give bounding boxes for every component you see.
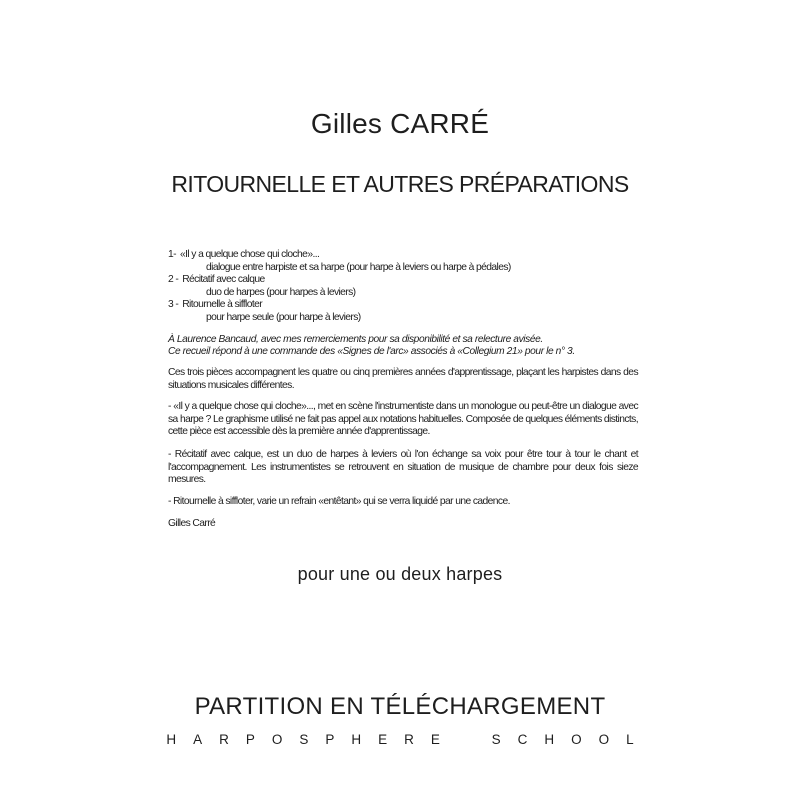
piece-item [168, 299, 638, 324]
piece-title-line [168, 274, 638, 287]
piece-title: Récitatif avec calque [182, 274, 265, 286]
piece-number: 3 - [168, 299, 179, 311]
piece-item [168, 274, 638, 299]
piece-number: 1- [168, 249, 176, 260]
paragraph-ritournelle: - Ritournelle à siffloter, varie un refrain «entêtant» qui se verra liquidé par une cadence. [168, 496, 510, 507]
piece-title-line [168, 299, 638, 312]
dedication-block [168, 334, 638, 359]
piece-title-line [168, 249, 638, 262]
piece-detail: pour harpe seule (pour harpe à leviers) [206, 311, 361, 323]
dedication-line-2: Ce recueil répond à une commande des «Signes de l'arc» associés à «Collegium 21» pour le n° 3. [168, 346, 575, 358]
piece-number: 2 - [168, 274, 179, 286]
piece-title: Ritournelle à siffloter [182, 299, 263, 311]
piece-item [168, 249, 638, 274]
collection-title: RITOURNELLE ET AUTRES PRÉPARATIONS [171, 171, 629, 197]
signature: Gilles Carré [168, 518, 216, 529]
paragraph-intro: Ces trois pièces accompagnent les quatre ou cinq premières années d'apprentissage, plaçant les harpistes dans des situations musicales différentes. [168, 367, 638, 391]
piece-title: «Il y a quelque chose qui cloche»... [179, 249, 320, 260]
piece-detail: dialogue entre harpiste et sa harpe (pour harpe à leviers ou harpe à pédales) [206, 261, 511, 273]
school-brand-wordmark: HARPOSPHERE SCHOOL [166, 732, 651, 747]
instrumentation-note: pour une ou deux harpes [297, 564, 503, 584]
dedication-line-1: À Laurence Bancaud, avec mes remerciements pour sa disponibilité et sa relecture avisée. [168, 334, 543, 345]
composer-name: Gilles CARRÉ [310, 108, 490, 139]
pieces-list [168, 249, 638, 325]
download-notice: PARTITION EN TÉLÉCHARGEMENT [194, 693, 606, 720]
paragraph-recitatif: - Récitatif avec calque, est un duo de harpes à leviers où l'on échange sa voix pour être tour à tour le chant et l'accompagnement. Les instrumentistes se retrouvent en situation de musique de chambre pour deux fois sieze mesures. [168, 449, 638, 486]
paragraph-cloche: - «Il y a quelque chose qui cloche»..., met en scène l'instrumentiste dans un monologue ou peut-être un dialogue avec sa harpe ? Le graphisme utilisé ne fait pas appel aux notations habituelles. Composée de quelques éléments distincts, cette pièce est accessible dès la première année d'apprentissage. [168, 401, 638, 438]
piece-detail: duo de harpes (pour harpes à leviers) [206, 286, 356, 298]
